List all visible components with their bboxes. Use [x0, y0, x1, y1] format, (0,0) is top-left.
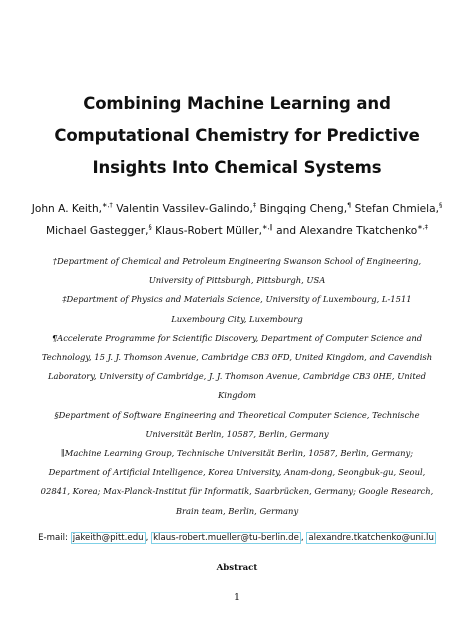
author-affiliation-marks: ‡: [252, 201, 257, 209]
author-affiliation-marks: §: [439, 201, 443, 209]
author: [355, 203, 443, 215]
author-name: Valentin Vassilev-Galindo,: [116, 203, 253, 215]
author-affiliation-marks: ∗,†: [102, 201, 113, 209]
affiliation: ‡Department of Physics and Materials Science, University of Luxembourg, L-1511 Luxembourg City, Luxembourg: [62, 294, 412, 324]
author-affiliation-marks: ∗,‡: [417, 223, 429, 231]
separator: ,: [300, 533, 304, 543]
email-line: [20, 531, 454, 545]
author: [32, 203, 113, 215]
author-affiliation-marks: ¶: [347, 201, 352, 209]
paper-title: Combining Machine Learning and Computational Chemistry for Predictive Insights Into Chemical Systems: [54, 94, 420, 177]
affiliation: §Department of Software Engineering and Theoretical Computer Science, Technische Universität Berlin, 10587, Berlin, Germany: [54, 409, 420, 439]
page-number: 1: [233, 592, 241, 603]
author-name: Klaus-Robert Müller,: [155, 225, 263, 237]
author-name: Michael Gastegger,: [45, 225, 149, 237]
affiliation-list: [36, 252, 438, 521]
author: [46, 225, 152, 237]
author-name: Bingqing Cheng,: [259, 203, 348, 215]
author-affiliation-marks: ∗,∥: [262, 223, 273, 231]
email-link[interactable]: alexandre.tkatchenko@uni.lu: [308, 533, 434, 543]
email-label: E-mail:: [38, 533, 68, 543]
affiliation: ¶Accelerate Programme for Scientific Discovery, Department of Computer Science and Technology, 15 J. J. Thomson Avenue, Cambridge CB3 0FD, United Kingdom, and Cavendish Laboratory, University of Cambridge, J. J. Thomson Avenue, Cambridge CB3 0HE, United Kingdom: [41, 332, 433, 401]
author-name: John A. Keith,: [31, 203, 103, 215]
abstract-heading: Abstract: [216, 563, 258, 573]
email-link[interactable]: jakeith@pitt.edu: [72, 533, 144, 543]
author: [155, 225, 273, 237]
affiliation: †Department of Chemical and Petroleum Engineering Swanson School of Engineering, University of Pittsburgh, Pittsburgh, USA: [52, 256, 422, 286]
author: [116, 203, 256, 215]
author-affiliation-marks: §: [148, 223, 152, 231]
email-link[interactable]: klaus-robert.mueller@tu-berlin.de: [153, 533, 299, 543]
author: [276, 225, 428, 237]
author-list: [30, 198, 444, 242]
affiliation: ∥Machine Learning Group, Technische Universität Berlin, 10587, Berlin, Germany; Department of Artificial Intelligence, Korea University, Anam-dong, Seongbuk-gu, Seoul, 02841, Korea; Max-Planck-Institut für Informatik, Saarbrücken, Germany; Google Research, Brain team, Berlin, Germany: [40, 448, 434, 516]
separator: ,: [145, 533, 149, 543]
author-name: Stefan Chmiela,: [354, 203, 439, 215]
author-name: and Alexandre Tkatchenko: [276, 225, 418, 237]
author: [260, 203, 352, 215]
